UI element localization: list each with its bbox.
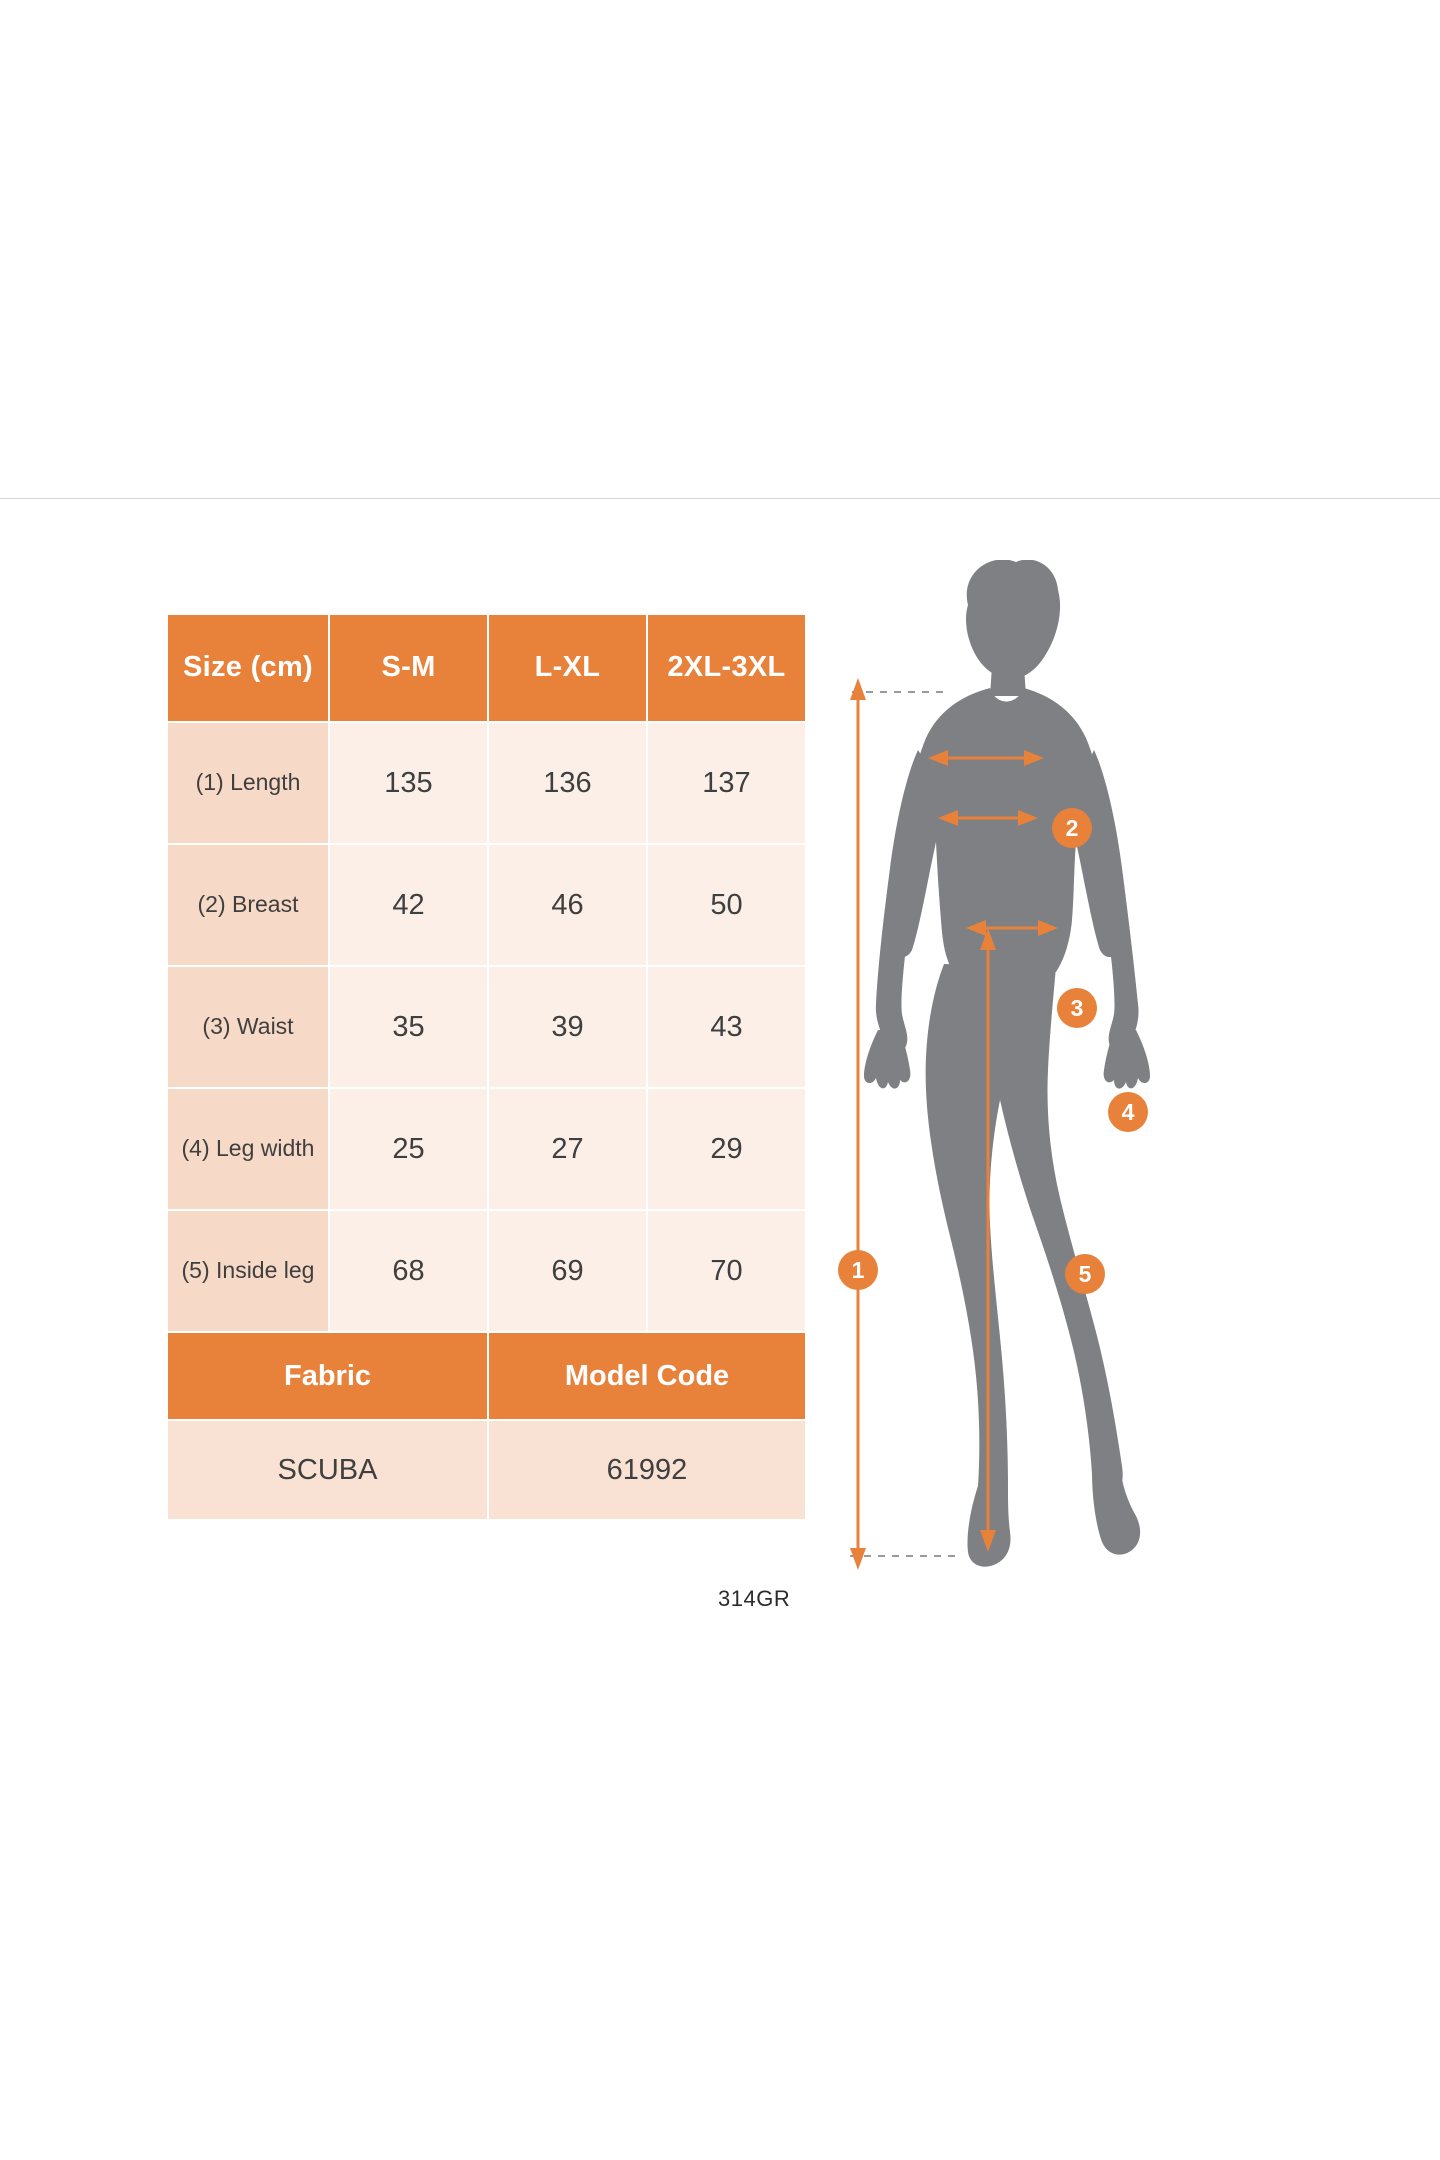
model-code-note: 314GR xyxy=(718,1586,791,1611)
cell-inside-leg-l-xl: 69 xyxy=(488,1210,647,1332)
row-label-leg-width: (4) Leg width xyxy=(167,1088,329,1210)
cell-length-l-xl: 136 xyxy=(488,722,647,844)
header-divider xyxy=(0,498,1440,499)
table-row xyxy=(167,966,806,1088)
table-row xyxy=(167,844,806,966)
female-body-silhouette-icon xyxy=(820,560,1340,1610)
cell-breast-s-m: 42 xyxy=(329,844,488,966)
cell-inside-leg-2xl-3xl: 70 xyxy=(647,1210,806,1332)
cell-leg-width-l-xl: 27 xyxy=(488,1088,647,1210)
column-header-2xl-3xl: 2XL-3XL xyxy=(647,614,806,722)
cell-inside-leg-s-m: 68 xyxy=(329,1210,488,1332)
column-header-size: Size (cm) xyxy=(167,614,329,722)
marker-badge-2: 2 xyxy=(1052,808,1092,848)
cell-leg-width-s-m: 25 xyxy=(329,1088,488,1210)
size-chart-header-row xyxy=(167,614,806,722)
row-label-inside-leg: (5) Inside leg xyxy=(167,1210,329,1332)
table-row xyxy=(167,1210,806,1332)
row-label-length: (1) Length xyxy=(167,722,329,844)
cell-waist-l-xl: 39 xyxy=(488,966,647,1088)
cell-breast-2xl-3xl: 50 xyxy=(647,844,806,966)
footer-header-row xyxy=(167,1332,806,1420)
measurement-figure xyxy=(820,560,1340,1610)
footer-value-fabric: SCUBA xyxy=(167,1420,488,1520)
column-header-l-xl: L-XL xyxy=(488,614,647,722)
cell-length-s-m: 135 xyxy=(329,722,488,844)
marker-badge-4: 4 xyxy=(1108,1092,1148,1132)
cell-breast-l-xl: 46 xyxy=(488,844,647,966)
footer-value-row xyxy=(167,1420,806,1520)
size-chart-table xyxy=(166,613,807,1521)
footer-header-model-code: Model Code xyxy=(488,1332,806,1420)
cell-waist-2xl-3xl: 43 xyxy=(647,966,806,1088)
cell-leg-width-2xl-3xl: 29 xyxy=(647,1088,806,1210)
row-label-waist: (3) Waist xyxy=(167,966,329,1088)
footer-value-model-code: 61992 xyxy=(488,1420,806,1520)
marker-badge-5: 5 xyxy=(1065,1254,1105,1294)
row-label-breast: (2) Breast xyxy=(167,844,329,966)
marker-badge-1: 1 xyxy=(838,1250,878,1290)
cell-length-2xl-3xl: 137 xyxy=(647,722,806,844)
table-row xyxy=(167,1088,806,1210)
column-header-s-m: S-M xyxy=(329,614,488,722)
marker-badge-3: 3 xyxy=(1057,988,1097,1028)
cell-waist-s-m: 35 xyxy=(329,966,488,1088)
table-row xyxy=(167,722,806,844)
footer-header-fabric: Fabric xyxy=(167,1332,488,1420)
